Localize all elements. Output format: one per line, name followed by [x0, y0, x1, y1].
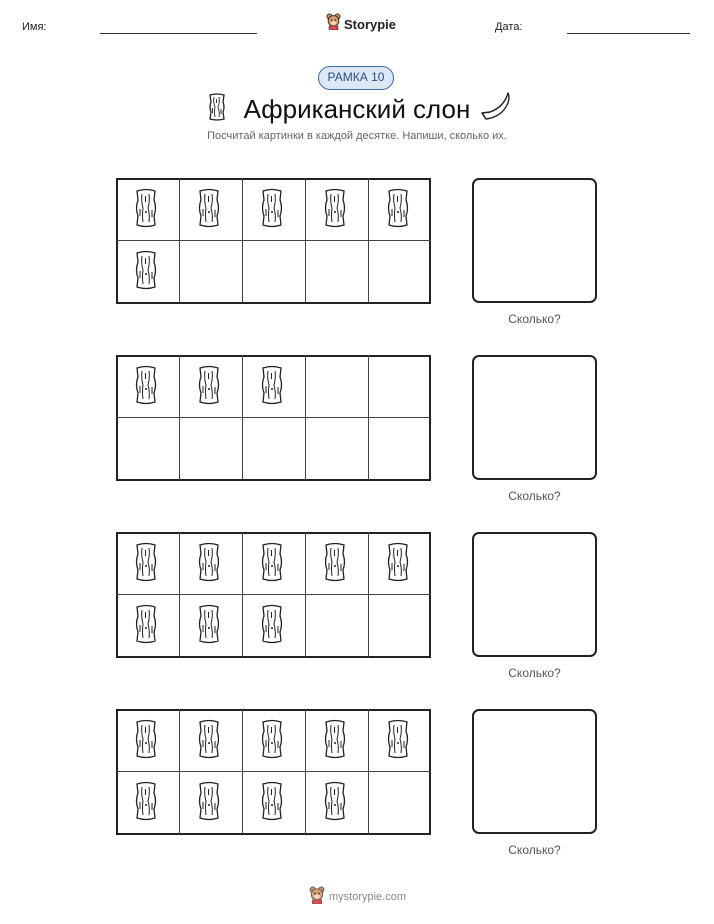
tree-bark-log-icon [259, 604, 285, 649]
ten-frame-cell [179, 532, 243, 595]
ten-frame-cell [179, 709, 243, 772]
tree-bark-log-icon [385, 542, 411, 587]
ten-frame-cell [116, 594, 180, 657]
ten-frame [116, 178, 431, 304]
ten-frame-cell [305, 532, 369, 595]
ten-frame [116, 532, 431, 658]
ten-frame-cell [242, 355, 306, 418]
ten-frame-cell [242, 771, 306, 834]
storypie-bear-logo-icon [326, 13, 341, 35]
ten-frame-cell [368, 709, 431, 772]
ten-frame-cell [179, 240, 243, 303]
ten-frame-cell [368, 532, 431, 595]
tree-bark-log-icon [133, 365, 159, 410]
tree-bark-log-icon [196, 719, 222, 764]
answer-box[interactable] [472, 355, 597, 480]
tree-bark-log-icon [322, 719, 348, 764]
ten-frame-cell [305, 178, 369, 241]
ten-frame-cell [179, 417, 243, 480]
ten-frame-cell [116, 532, 180, 595]
storypie-bear-logo-icon [309, 886, 325, 907]
name-label: Имя: [22, 21, 47, 33]
brand-name: Storypie [344, 16, 397, 32]
tree-bark-log-icon [259, 365, 285, 410]
tree-bark-log-icon [133, 781, 159, 826]
ten-frame-cell [242, 417, 306, 480]
how-many-label: Сколько? [508, 312, 561, 326]
ten-frame-cell [179, 771, 243, 834]
how-many-label: Сколько? [508, 843, 561, 857]
tree-bark-log-icon [259, 719, 285, 764]
ten-frame-cell [116, 771, 180, 834]
ten-frame [116, 355, 431, 481]
ten-frame-cell [305, 709, 369, 772]
footer [309, 886, 406, 907]
instructions: Посчитай картинки в каждой десятке. Напиши, сколько их. [207, 130, 507, 142]
tree-bark-log-icon [196, 365, 222, 410]
ten-frame-cell [305, 594, 369, 657]
ten-frame-cell [368, 178, 431, 241]
tree-bark-log-icon [322, 188, 348, 233]
ten-frame-cell [368, 240, 431, 303]
ten-frame-cell [116, 240, 180, 303]
tree-bark-log-icon [259, 188, 285, 233]
answer-box[interactable] [472, 709, 597, 834]
ten-frame-cell [305, 240, 369, 303]
tree-bark-log-icon [196, 188, 222, 233]
ten-frame-cell [242, 709, 306, 772]
ten-frame-cell [116, 178, 180, 241]
tree-bark-log-icon [133, 542, 159, 587]
ten-frame-cell [242, 594, 306, 657]
page-title: Африканский слон [243, 94, 471, 124]
ten-frame-cell [368, 594, 431, 657]
date-field-line[interactable] [567, 33, 690, 34]
ten-frame-cell [179, 355, 243, 418]
ten-frame-cell [242, 178, 306, 241]
ten-frame-cell [305, 417, 369, 480]
tree-bark-log-icon [133, 188, 159, 233]
name-field-line[interactable] [100, 33, 257, 34]
elephant-tusk-icon [480, 91, 512, 126]
tree-bark-log-icon [196, 604, 222, 649]
frame-badge: РАМКА 10 [318, 66, 394, 90]
ten-frame-cell [368, 417, 431, 480]
footer-site[interactable]: mystorypie.com [329, 890, 407, 903]
tree-bark-log-icon [133, 250, 159, 295]
ten-frame-cell [305, 355, 369, 418]
ten-frame-cell [116, 355, 180, 418]
ten-frame-cell [116, 417, 180, 480]
ten-frame-cell [179, 178, 243, 241]
tree-bark-log-icon [385, 719, 411, 764]
tree-bark-log-icon [133, 604, 159, 649]
tree-bark-log-icon [196, 781, 222, 826]
how-many-label: Сколько? [508, 489, 561, 503]
answer-box[interactable] [472, 532, 597, 657]
how-many-label: Сколько? [508, 666, 561, 680]
answer-box[interactable] [472, 178, 597, 303]
ten-frame-cell [116, 709, 180, 772]
brand-logo [326, 13, 396, 35]
date-label: Дата: [495, 21, 523, 33]
ten-frame-cell [179, 594, 243, 657]
ten-frame-cell [368, 771, 431, 834]
tree-bark-log-icon [259, 542, 285, 587]
tree-bark-log-icon [196, 542, 222, 587]
tree-bark-log-icon [385, 188, 411, 233]
ten-frame [116, 709, 431, 835]
tree-bark-log-icon [322, 781, 348, 826]
tree-bark-log-icon [322, 542, 348, 587]
tree-bark-log-icon [133, 719, 159, 764]
ten-frame-cell [242, 240, 306, 303]
ten-frame-cell [242, 532, 306, 595]
tree-bark-log-icon [259, 781, 285, 826]
ten-frame-cell [305, 771, 369, 834]
ten-frame-cell [368, 355, 431, 418]
